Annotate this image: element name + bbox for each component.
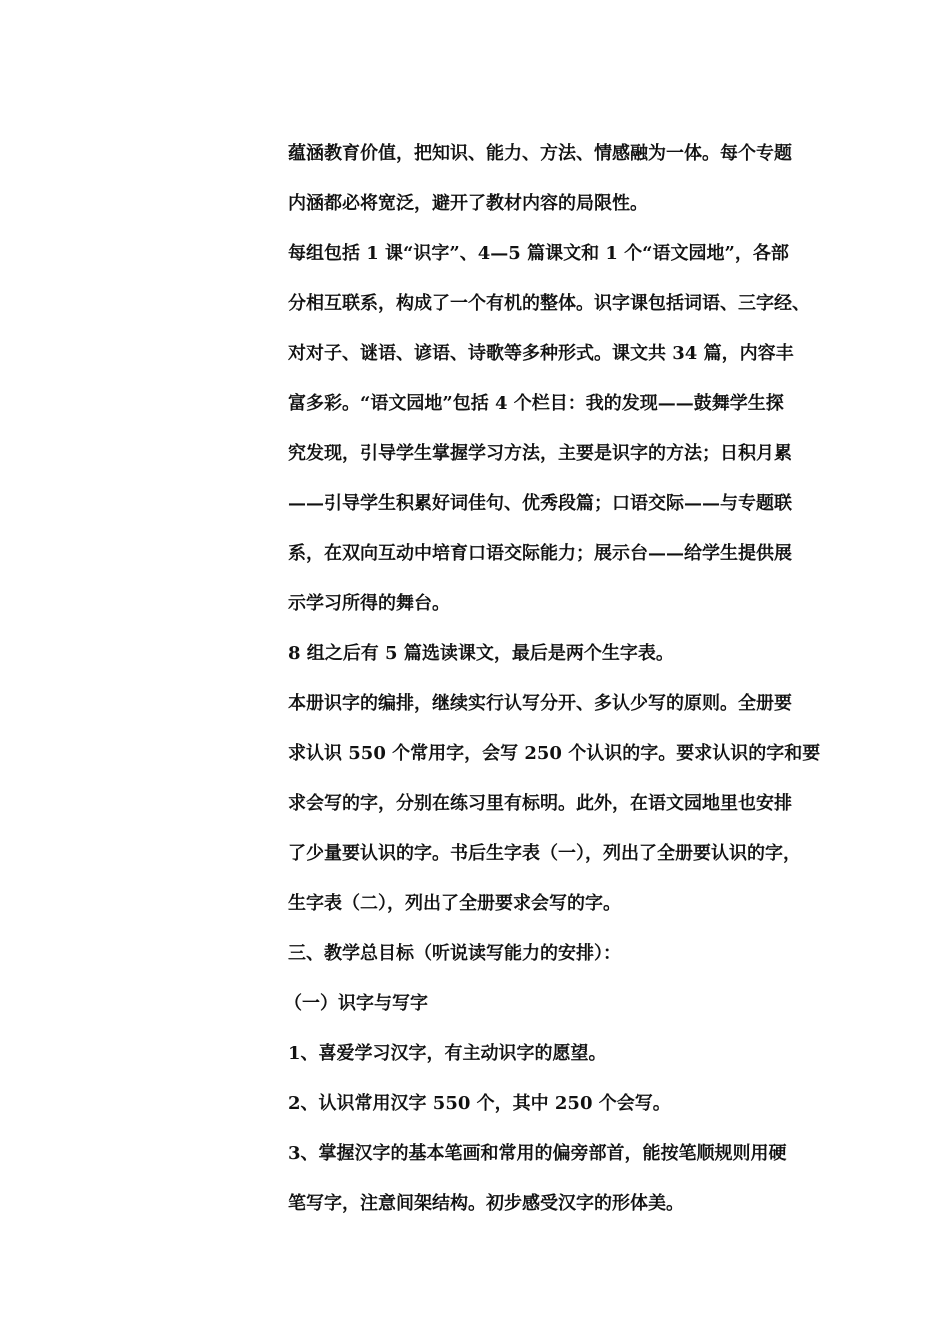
text-line: 示学习所得的舞台。 bbox=[288, 593, 450, 614]
text-line: 内涵都必将宽泛，避开了教材内容的局限性。 bbox=[288, 193, 648, 214]
subsection-heading: （一）识字与写字 bbox=[284, 993, 428, 1014]
text-line: 每组包括 1 课“识字”、4—5 篇课文和 1 个“语文园地”，各部 bbox=[288, 243, 789, 264]
list-item: 3、掌握汉字的基本笔画和常用的偏旁部首，能按笔顺规则用硬 bbox=[288, 1143, 787, 1164]
text-line: 对对子、谜语、谚语、诗歌等多种形式。课文共 34 篇，内容丰 bbox=[288, 343, 794, 364]
text-line: 系，在双向互动中培育口语交际能力；展示台——给学生提供展 bbox=[288, 543, 792, 564]
list-item: 2、认识常用汉字 550 个，其中 250 个会写。 bbox=[288, 1093, 671, 1114]
text-line: 求会写的字，分别在练习里有标明。此外，在语文园地里也安排 bbox=[288, 793, 792, 814]
text-line: 求认识 550 个常用字，会写 250 个认识的字。要求认识的字和要 bbox=[288, 743, 821, 764]
text-line: 富多彩。“语文园地”包括 4 个栏目：我的发现——鼓舞学生探 bbox=[288, 393, 784, 414]
text-line: 本册识字的编排，继续实行认写分开、多认少写的原则。全册要 bbox=[288, 693, 792, 714]
text-line: 究发现，引导学生掌握学习方法，主要是识字的方法；日积月累 bbox=[288, 443, 792, 464]
text-line: 生字表（二），列出了全册要求会写的字。 bbox=[288, 893, 621, 914]
list-item-continuation: 笔写字，注意间架结构。初步感受汉字的形体美。 bbox=[288, 1193, 684, 1214]
section-heading: 三、教学总目标（听说读写能力的安排）： bbox=[288, 943, 621, 964]
text-line: 8 组之后有 5 篇选读课文，最后是两个生字表。 bbox=[288, 643, 674, 664]
text-line: 了少量要认识的字。书后生字表（一），列出了全册要认识的字， bbox=[288, 843, 801, 864]
body-text bbox=[284, 129, 848, 1229]
text-line: 蕴涵教育价值，把知识、能力、方法、情感融为一体。每个专题 bbox=[288, 143, 792, 164]
list-item: 1、喜爱学习汉字，有主动识字的愿望。 bbox=[288, 1043, 607, 1064]
text-line: 分相互联系，构成了一个有机的整体。识字课包括词语、三字经、 bbox=[288, 293, 810, 314]
text-line: ——引导学生积累好词佳句、优秀段篇；口语交际——与专题联 bbox=[288, 493, 792, 514]
